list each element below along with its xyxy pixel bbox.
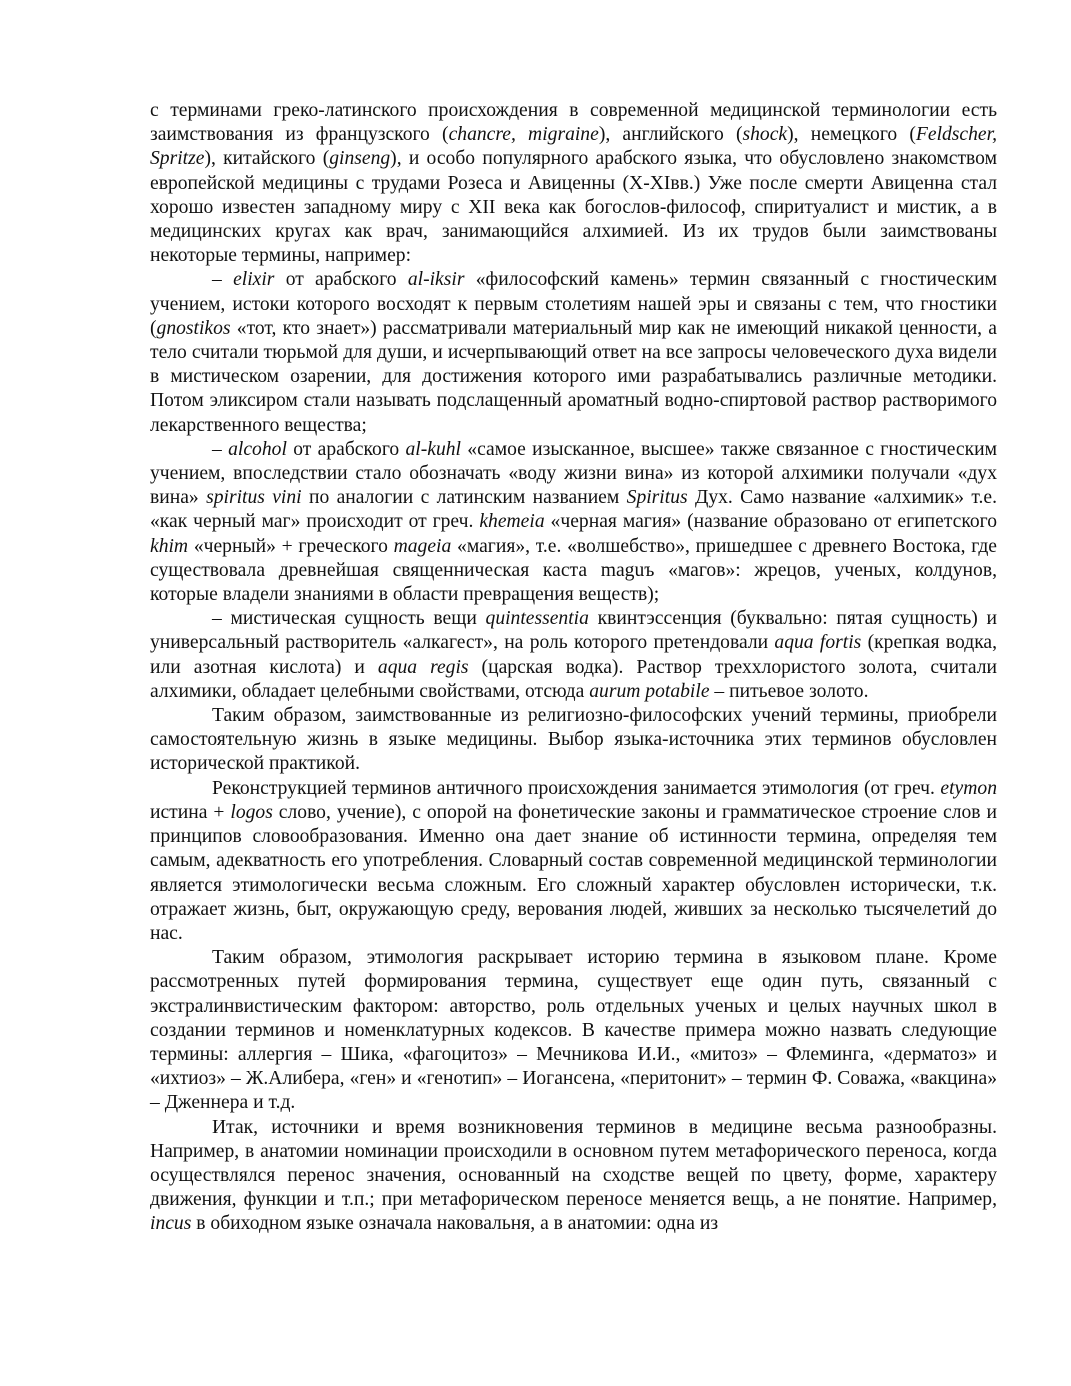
text-run: (крепкая водка, или азотная кислота) и	[150, 632, 998, 678]
text-run: Итак, источники и время возникновения терминов в медицине весьма разнообразны. Например, в анатомии номинации происходили в основном путем метафорического переноса, когда осуществлялся перенос значения, основанный на сходстве вещей по цвету, форме, характеру движения, функции и т.п.; при метафорическом переносе меняется вещь, а не понятие. Например,	[150, 1116, 997, 1211]
text-run: «самое изысканное, высшее» также связанное с гностическим учением, впоследствии стало обозначать «воду жизни вина» из которой алхимики получали «дух вина»	[150, 438, 997, 509]
italic-term: incus	[150, 1213, 192, 1235]
text-run: ), английского (	[598, 124, 743, 146]
text-run: с терминами греко-латинского происхождения в современной медицинской терминологии есть заимствования из французского (	[150, 100, 997, 146]
italic-term: chancre, migraine	[448, 124, 599, 146]
italic-term: spiritus vini	[206, 487, 302, 509]
text-run: –	[212, 438, 229, 460]
italic-term: al-iksir	[407, 269, 465, 291]
text-run: Таким образом, этимология раскрывает историю термина в языковом плане. Кроме рассмотренных путей формирования термина, существует еще один путь, связанный с экстралинвистическим фактором: авторство, роль отдельных ученых и целых научных школ в создании терминов и номенклатурных кодексов. В качестве примера можно назвать следующие термины: аллергия – Шика, «фагоцитоз» – Мечникова И.И., «митоз» – Флеминга, «дерматоз» и «ихтиоз» – Ж.Алибера, «ген» и «генотип» – Иогансена, «перитонит» – термин Ф. Соважа, «вакцина» – Дженнера и т.д.	[150, 947, 997, 1114]
paragraph	[150, 268, 997, 437]
text-run: – мистическая сущность вещи	[212, 608, 486, 630]
text-run: «черный» + греческого	[188, 535, 394, 557]
paragraph	[150, 946, 997, 1115]
italic-term: khim	[150, 535, 189, 557]
italic-term: al-kuhl	[405, 438, 461, 460]
italic-term: aqua fortis	[774, 632, 862, 654]
paragraph	[150, 777, 997, 946]
text-run: в обиходном языке означала наковальня, а в анатомии: одна из	[191, 1213, 719, 1235]
italic-term: khemeia	[479, 511, 545, 533]
italic-term: aurum potabile	[589, 680, 710, 702]
italic-term: ginseng	[329, 148, 391, 170]
italic-term: Feldscher, Spritze	[150, 124, 997, 170]
italic-term: gnostikos	[156, 317, 231, 339]
italic-term: Spiritus	[626, 487, 688, 509]
paragraph	[150, 99, 997, 268]
text-run: «философский камень» термин связанный с гностическим учением, истоки которого восходят к первым столетиям нашей эры и связаны с тем, что гностики (	[150, 269, 997, 339]
text-run: ), немецкого (	[787, 124, 916, 146]
italic-term: quintessentia	[485, 608, 589, 630]
text-run: слово, учение), с опорой на фонетические законы и грамматическое строение слов и принципов словообразования. Именно она дает знание об истинности термина, определяя тем самым, адекватность его употребления. Словарный состав современной медицинской терминологии является этимологически весьма сложным. Его сложный характер обусловлен исторически, т.к. отражает жизнь, быт, окружающую среду, верования людей, живших за несколько тысячелетий до нас.	[150, 801, 997, 944]
text-run: квинтэссенция (буквально: пятая сущность) и универсальный растворитель «алкагест», на роль которого претендовали	[150, 608, 997, 654]
italic-term: elixir	[233, 269, 275, 291]
text-run: по аналогии с латинским названием	[301, 487, 627, 509]
paragraph	[150, 607, 997, 704]
text-run: –	[212, 269, 234, 291]
italic-term: shock	[742, 124, 788, 146]
text-run: – питьевое золото.	[709, 680, 869, 702]
text-run: Таким образом, заимствованные из религиозно-философских учений термины, приобрели самостоятельную жизнь в языке медицины. Выбор языка-источника этих терминов обусловлен исторической практикой.	[150, 705, 997, 775]
text-run: «магия», т.е. «волшебство», пришедшее с древнего Востока, где существовала древнейшая священническая каста maguъ «магов»: жрецов, ученых, колдунов, которые владели знаниями в области превращения веществ);	[150, 535, 997, 606]
text-run: ), и особо популярного арабского языка, что обусловлено знакомством европейской медицины с трудами Розеса и Авиценны (X-XIвв.) Уже после смерти Авиценна стал хорошо известен западному миру с XII века как богослов-философ, спиритуалист и мистик, а в медицинских кругах как врач, занимающийся алхимией. Из их трудов были заимствованы некоторые термины, например:	[150, 148, 997, 267]
text-run: (царская водка). Раствор треххлористого золота, считали алхимики, обладает целебными свойствами, отсюда	[150, 656, 998, 702]
text-run: «тот, кто знает») рассматривали материальный мир как не имеющий никакой ценности, а тело считали тюрьмой для души, и исчерпывающий ответ на все запросы человеческого духа видели в мистическом озарении, для достижения которого ими разрабатывались различные методики. Потом эликсиром стали называть подслащенный ароматный водно-спиртовой раствор растворимого лекарственного вещества;	[150, 317, 997, 436]
text-run: Реконструкцией терминов античного происхождения занимается этимология (от греч.	[212, 777, 941, 799]
paragraph	[150, 438, 997, 607]
text-run: «черная магия» (название образовано от египетского	[544, 511, 998, 533]
text-run: Дух. Само название «алхимик» т.е. «как черный маг» происходит от греч.	[150, 487, 997, 533]
italic-term: aqua regis	[377, 656, 469, 678]
italic-term: logos	[230, 801, 273, 823]
text-run: истина +	[150, 801, 231, 823]
paragraph	[150, 1116, 997, 1237]
text-run: от арабского	[274, 269, 408, 291]
paragraph	[150, 704, 997, 777]
document-body	[150, 99, 997, 1237]
italic-term: alcohol	[228, 438, 287, 460]
italic-term: mageia	[393, 535, 452, 557]
italic-term: etymon	[940, 777, 997, 799]
text-run: от арабского	[286, 438, 406, 460]
text-run: ), китайского (	[204, 148, 330, 170]
